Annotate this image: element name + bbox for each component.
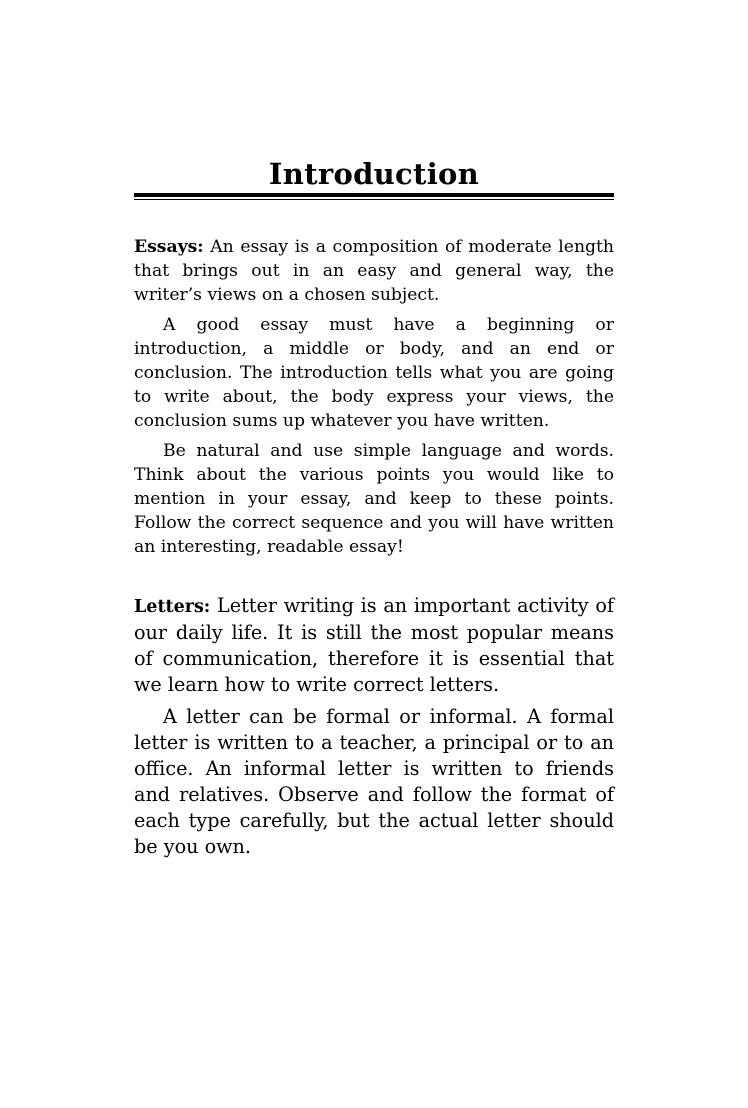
page-content (134, 156, 614, 866)
letters-section (134, 593, 614, 860)
page-title: Introduction (268, 157, 480, 191)
essays-section (134, 235, 614, 559)
essays-lead: Essays: (134, 237, 204, 257)
letters-text-1: Letter writing is an important activity of our daily life. It is still the most popular means of communication, therefore it is essential that we learn how to write correct letters. (134, 594, 614, 696)
essays-paragraph-3: Be natural and use simple language and words. Think about the various points you would like to mention in your essay, and keep to these points. Follow the correct sequence and you will have written an interesting, readable essay! (134, 441, 614, 557)
letters-lead: Letters: (134, 597, 211, 617)
essays-paragraph-1 (134, 235, 614, 307)
essays-paragraph-2: A good essay must have a beginning or introduction, a middle or body, and an end or conclusion. The introduction tells what you are going to write about, the body express your views, the conclusion sums up whatever you have written. (134, 315, 614, 431)
letters-paragraph-1 (134, 593, 614, 698)
title-rule-thin (134, 199, 614, 200)
letters-paragraph-2: A letter can be formal or informal. A formal letter is written to a teacher, a principal or to an office. An informal letter is written to friends and relatives. Observe and follow the format of each type carefully, but the actual letter should be you own. (134, 705, 614, 858)
title-rule-thick (134, 193, 614, 197)
essays-text-1: An essay is a composition of moderate length that brings out in an easy and general way, the writer’s views on a chosen subject. (134, 237, 614, 305)
